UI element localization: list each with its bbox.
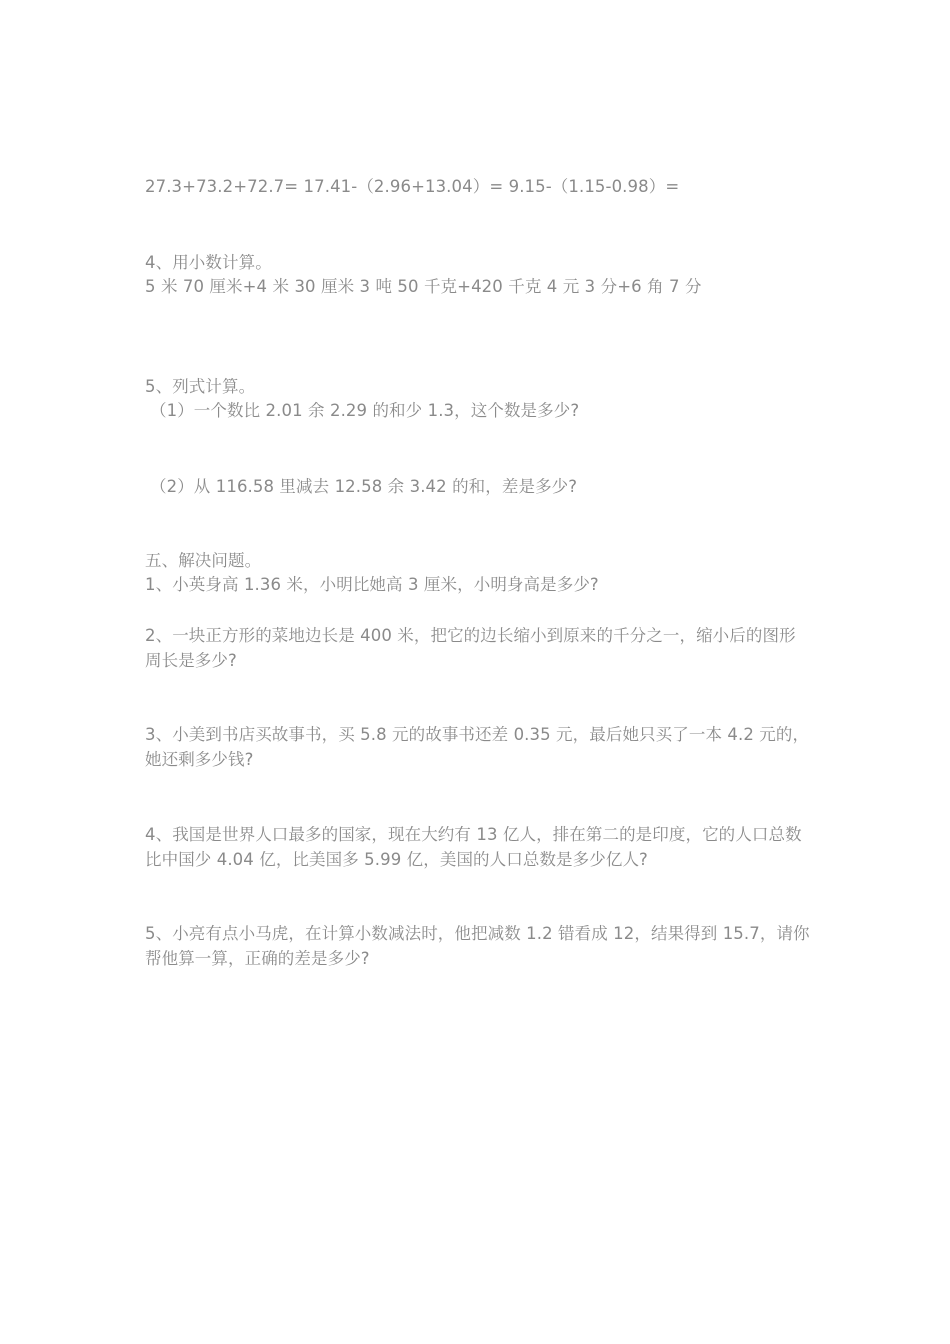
section-5-question-1: （1）一个数比 2.01 余 2.29 的和少 1.3，这个数是多少? <box>150 401 580 420</box>
problem-2-line-2: 周长是多少? <box>145 651 237 670</box>
part-5-title: 五、解决问题。 <box>145 551 262 570</box>
problem-1: 1、小英身高 1.36 米，小明比她高 3 厘米，小明身高是多少? <box>145 575 599 594</box>
problem-2-line-1: 2、一块正方形的菜地边长是 400 米，把它的边长缩小到原来的千分之一，缩小后的图形 <box>145 626 796 645</box>
problem-5-line-2: 帮他算一算，正确的差是多少? <box>145 949 370 968</box>
section-5-title: 5、列式计算。 <box>145 377 256 396</box>
section-4-items: 5 米 70 厘米+4 米 30 厘米 3 吨 50 千克+420 千克 4 元 3 分+6 角 7 分 <box>145 277 702 296</box>
calc-row: 27.3+73.2+72.7= 17.41-（2.96+13.04）= 9.15-（1.15-0.98）= <box>145 177 680 196</box>
problem-4-line-1: 4、我国是世界人口最多的国家，现在大约有 13 亿人，排在第二的是印度，它的人口总数 <box>145 825 802 844</box>
section-5-question-2: （2）从 116.58 里减去 12.58 余 3.42 的和，差是多少? <box>150 477 578 496</box>
problem-5-line-1: 5、小亮有点小马虎，在计算小数减法时，他把减数 1.2 错看成 12，结果得到 15.7，请你 <box>145 924 810 943</box>
problem-3-line-1: 3、小美到书店买故事书，买 5.8 元的故事书还差 0.35 元，最后她只买了一本 4.2 元的， <box>145 725 810 744</box>
section-4-title: 4、用小数计算。 <box>145 253 272 272</box>
problem-4-line-2: 比中国少 4.04 亿，比美国多 5.99 亿，美国的人口总数是多少亿人? <box>145 850 648 869</box>
problem-3-line-2: 她还剩多少钱? <box>145 750 254 769</box>
